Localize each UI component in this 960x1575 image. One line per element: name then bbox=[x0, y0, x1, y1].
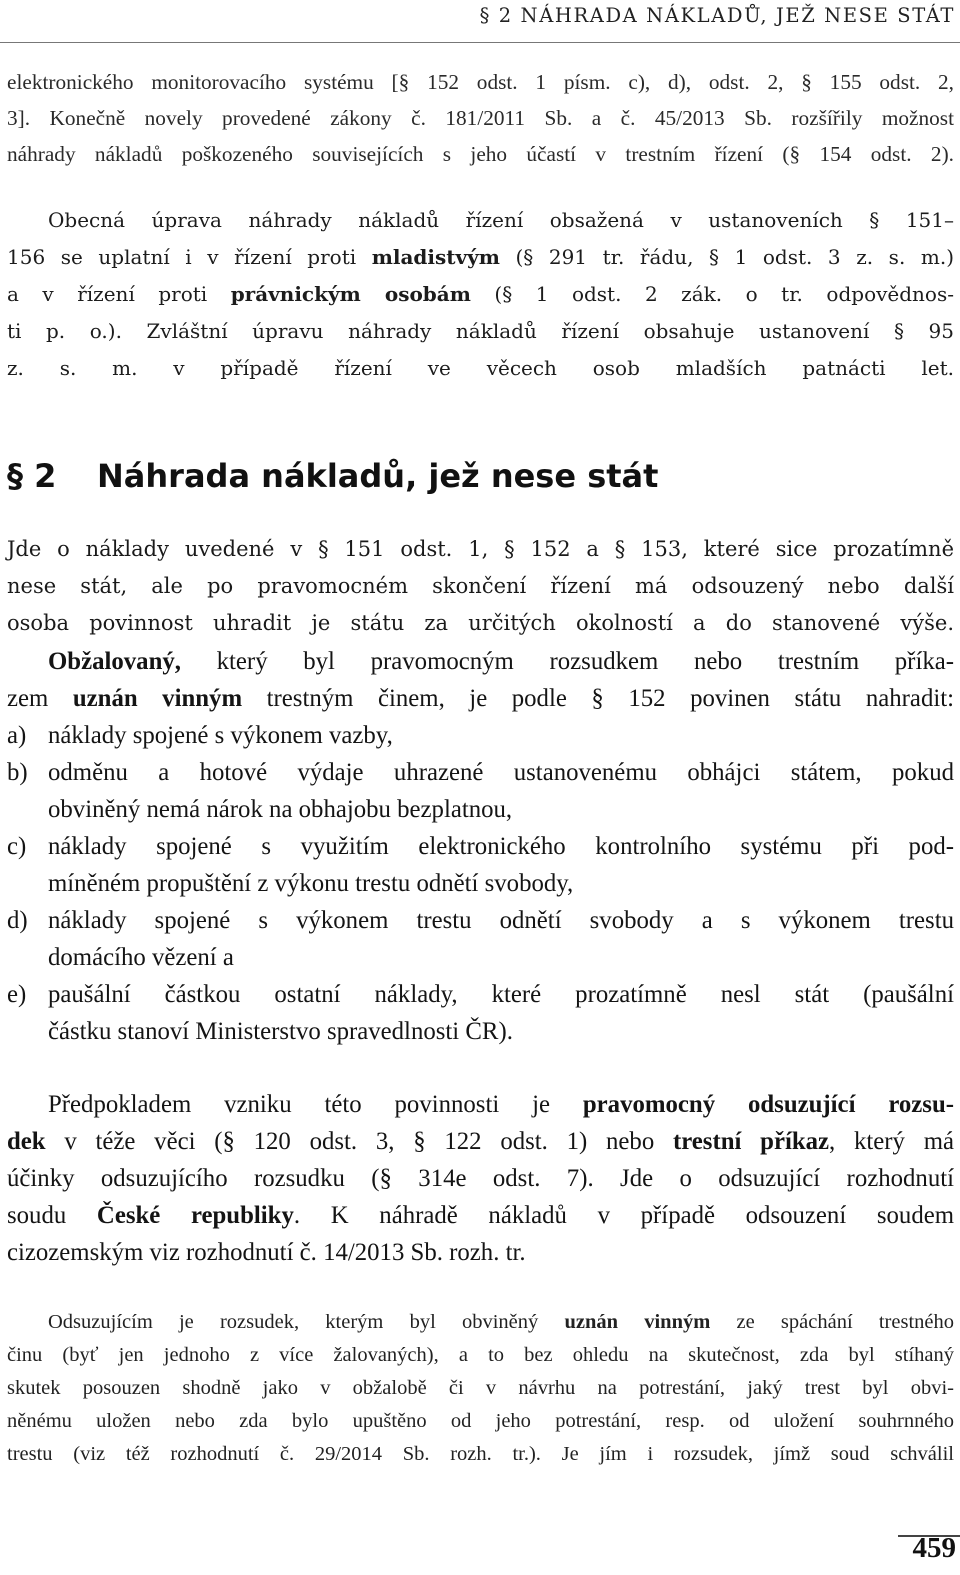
general-line: a v řízení proti právnickým osobám (§ 1 odst. 2 zák. o tr. odpovědnos- bbox=[7, 282, 954, 306]
list-item-d: d) náklady spojené s výkonem trestu odnětí svobody a s výkonem trestu bbox=[7, 902, 954, 939]
scope-line: Jde o náklady uvedené v § 151 odst. 1, § 152 a § 153, které sice prozatímně bbox=[7, 537, 954, 561]
list-marker: b) bbox=[7, 759, 28, 786]
term-accused: Obžalovaný, bbox=[48, 648, 181, 675]
condition-line: cizozemským viz rozhodnutí č. 14/2013 Sb. rozh. tr. bbox=[7, 1239, 526, 1266]
list-marker: a) bbox=[7, 722, 27, 749]
section-number: § 2 bbox=[7, 457, 57, 495]
list-marker: d) bbox=[7, 907, 28, 934]
section-title: Náhrada nákladů, jež nese stát bbox=[97, 457, 659, 495]
scope-line: osoba povinnost uhradit je státu za určitých okolností a do stanovené výše. bbox=[7, 611, 954, 635]
header-rule bbox=[0, 42, 960, 43]
list-item-b: b) odměnu a hotové výdaje uhrazené ustanovenému obhájci státem, pokud bbox=[7, 754, 954, 791]
term-juveniles: mladistvým bbox=[371, 245, 500, 269]
term-found-guilty: uznán vinným bbox=[72, 685, 243, 712]
term-penal-order: trestní příkaz bbox=[672, 1128, 830, 1155]
general-rules-paragraph bbox=[7, 202, 954, 387]
list-item-c-continuation: míněném propuštění z výkonu trestu odnětí svobody, bbox=[48, 870, 574, 897]
intro-line: 3]. Konečně novely provedené zákony č. 181/2011 Sb. a č. 45/2013 Sb. rozšířily možnost bbox=[7, 106, 954, 130]
condition-paragraph bbox=[7, 1086, 954, 1271]
condition-line: soudu České republiky. K náhradě nákladů v případě odsouzení soudem bbox=[7, 1202, 955, 1229]
note-line: něnému uložen nebo zda bylo upuštěno od jeho potrestání, resp. od uložení souhrnného bbox=[7, 1410, 954, 1432]
list-item-e: e) paušální částkou ostatní náklady, které prozatímně nesl stát (paušální bbox=[7, 976, 954, 1013]
accused-line: zem uznán vinným trestným činem, je podle § 152 povinen státu nahradit: bbox=[7, 685, 955, 712]
section-heading bbox=[7, 452, 954, 500]
accused-obligation-section bbox=[7, 643, 954, 1050]
running-header: § 2 NÁHRADA NÁKLADŮ, JEŽ NESE STÁT bbox=[479, 4, 955, 27]
list-marker: e) bbox=[7, 981, 27, 1008]
note-line: trestu (viz též rozhodnutí č. 29/2014 Sb. rozh. tr.). Je jím i rozsudek, jímž soud schválil bbox=[7, 1443, 954, 1465]
condition-line: dek v téže věci (§ 120 odst. 3, § 122 odst. 1) nebo trestní příkaz, který má bbox=[7, 1128, 954, 1155]
term-found-guilty-note: uznán vinným bbox=[564, 1311, 711, 1333]
term-legal-persons: právnickým osobám bbox=[230, 282, 471, 306]
note-paragraph bbox=[7, 1306, 954, 1471]
list-item-e-continuation: částku stanoví Ministerstvo spravedlnosti ČR). bbox=[48, 1018, 513, 1045]
note-line: skutek posouzen shodně jako v obžalobě či v návrhu na potrestání, jaký trest byl obvi- bbox=[7, 1377, 954, 1399]
condition-line: Předpokladem vzniku této povinnosti je pravomocný odsuzující rozsu- bbox=[48, 1091, 954, 1118]
scope-line: nese stát, ale po pravomocném skončení řízení má odsouzený nebo další bbox=[7, 574, 954, 598]
general-line: Obecná úprava náhrady nákladů řízení obsažená v ustanoveních § 151– bbox=[48, 208, 954, 232]
note-line: Odsuzujícím je rozsudek, kterým byl obviněný uznán vinným ze spáchání trestného bbox=[48, 1311, 954, 1333]
general-line: 156 se uplatní i v řízení proti mladistvým (§ 291 tr. řádu, § 1 odst. 3 z. s. m.) bbox=[7, 245, 954, 269]
page-number: 459 bbox=[912, 1532, 956, 1564]
list-item-a: a) náklady spojené s výkonem vazby, bbox=[7, 717, 954, 754]
list-item-c: c) náklady spojené s využitím elektronického kontrolního systému při pod- bbox=[7, 828, 954, 865]
list-marker: c) bbox=[7, 833, 27, 860]
term-final-judgment: pravomocný odsuzující rozsu- bbox=[582, 1091, 954, 1118]
general-line: ti p. o.). Zvláštní úpravu náhrady nákladů řízení obsahuje ustanovení § 95 bbox=[7, 319, 954, 343]
intro-line: elektronického monitorovacího systému [§ 152 odst. 1 písm. c), d), odst. 2, § 155 odst. 2, bbox=[7, 70, 954, 94]
intro-line: náhrady nákladů poškozeného souvisejících s jeho účastí v trestním řízení (§ 154 odst. 2). bbox=[7, 142, 954, 166]
note-line: činu (byť jen jednoho z více žalovaných), a to bez ohledu na skutečnost, zda byl stíhaný bbox=[7, 1344, 954, 1366]
list-item-b-continuation: obviněný nemá nárok na obhajobu bezplatnou, bbox=[48, 796, 513, 823]
accused-line: Obžalovaný, který byl pravomocným rozsudkem nebo trestním příka- bbox=[48, 648, 954, 675]
term-czech-republic: České republiky bbox=[96, 1202, 294, 1229]
condition-line: účinky odsuzujícího rozsudku (§ 314e odst. 7). Jde o odsuzující rozhodnutí bbox=[7, 1165, 954, 1192]
intro-paragraph bbox=[7, 64, 954, 172]
list-item-d-continuation: domácího vězení a bbox=[48, 944, 234, 971]
scope-paragraph bbox=[7, 531, 954, 642]
general-line: z. s. m. v případě řízení ve věcech osob mladších patnácti let. bbox=[7, 356, 954, 380]
